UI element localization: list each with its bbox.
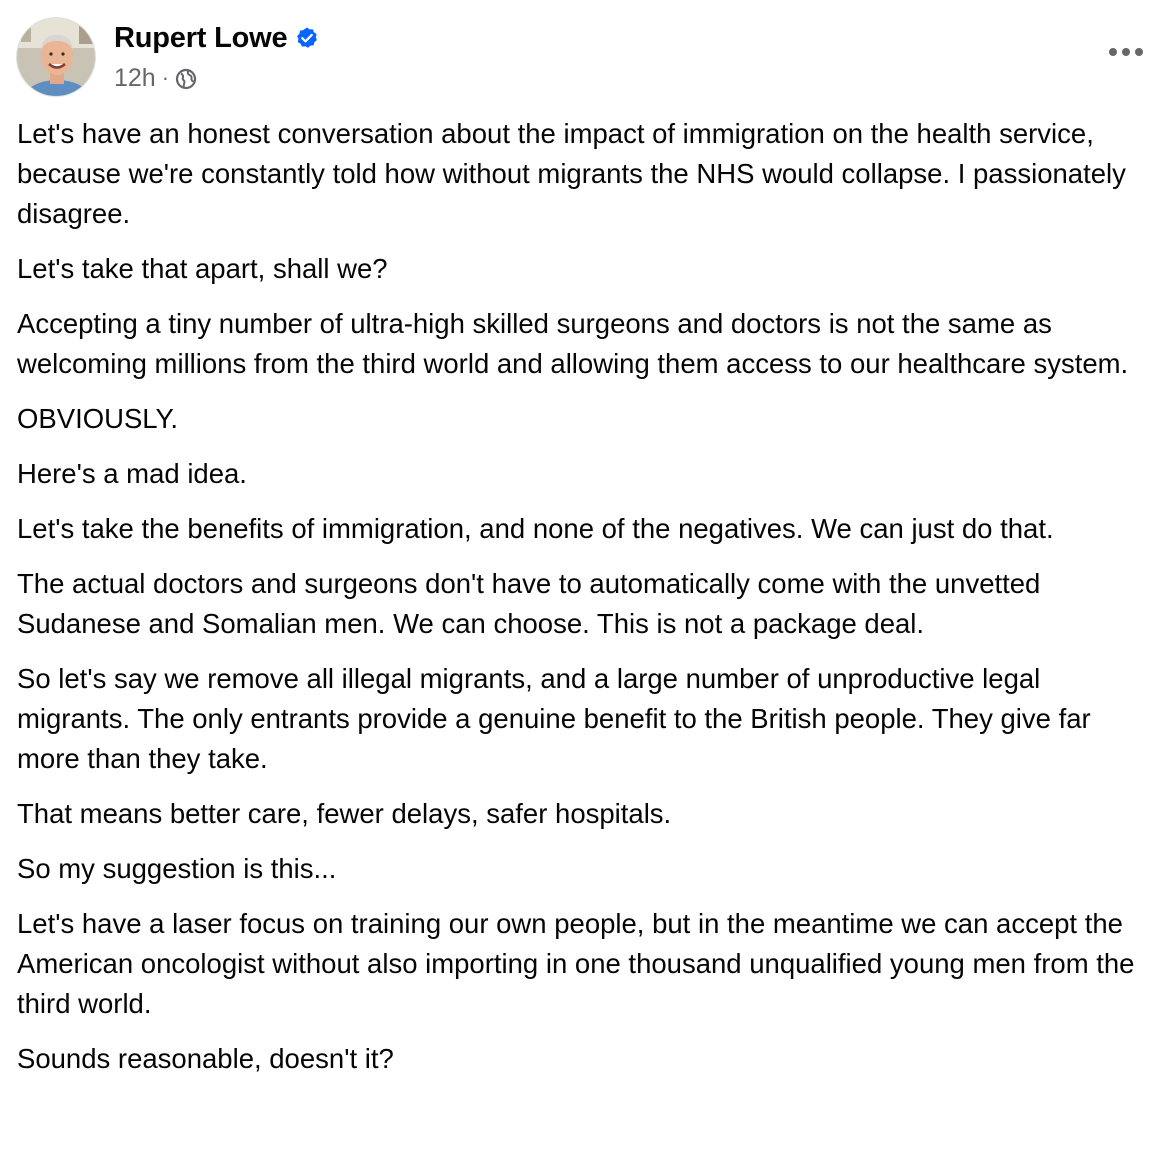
post-paragraph: So let's say we remove all illegal migrants, and a large number of unproductive legal migrants. The only entrants provide a genuine benefit to the British people. They give far more than they take. <box>17 663 1091 774</box>
post-paragraph: Let's have a laser focus on training our own people, but in the meantime we can accept the American oncologist without also importing in one thousand unqualified young men from the third world. <box>17 908 1135 1019</box>
post-paragraph: Let's take that apart, shall we? <box>17 253 388 284</box>
verified-badge-icon <box>295 26 319 50</box>
post-paragraph: Let's take the benefits of immigration, and none of the negatives. We can just do that. <box>17 513 1054 544</box>
more-options-icon[interactable] <box>1104 34 1148 70</box>
post-paragraph: OBVIOUSLY. <box>17 403 178 434</box>
post-paragraph: So my suggestion is this... <box>17 853 337 884</box>
post-paragraph: Let's have an honest conversation about the impact of immigration on the health service, because we're constantly told how without migrants the NHS would collapse. I passionately disagree. <box>17 118 1126 229</box>
author-name[interactable]: Rupert Lowe <box>114 22 288 54</box>
globe-icon[interactable] <box>175 68 197 90</box>
post-meta <box>114 62 197 94</box>
post-paragraph: That means better care, fewer delays, safer hospitals. <box>17 798 672 829</box>
meta-separator: · <box>161 65 170 90</box>
author-row <box>114 20 319 56</box>
post-paragraph: Accepting a tiny number of ultra-high skilled surgeons and doctors is not the same as welcoming millions from the third world and allowing them access to our healthcare system. <box>17 308 1129 379</box>
avatar[interactable] <box>16 17 96 97</box>
post-paragraph: Sounds reasonable, doesn't it? <box>17 1043 394 1074</box>
post-paragraph: The actual doctors and surgeons don't have to automatically come with the unvetted Sudanese and Somalian men. We can choose. This is not a package deal. <box>17 568 1041 639</box>
post-body <box>17 114 1157 1094</box>
post-timestamp[interactable]: 12h <box>114 64 156 92</box>
post-paragraph: Here's a mad idea. <box>17 458 247 489</box>
